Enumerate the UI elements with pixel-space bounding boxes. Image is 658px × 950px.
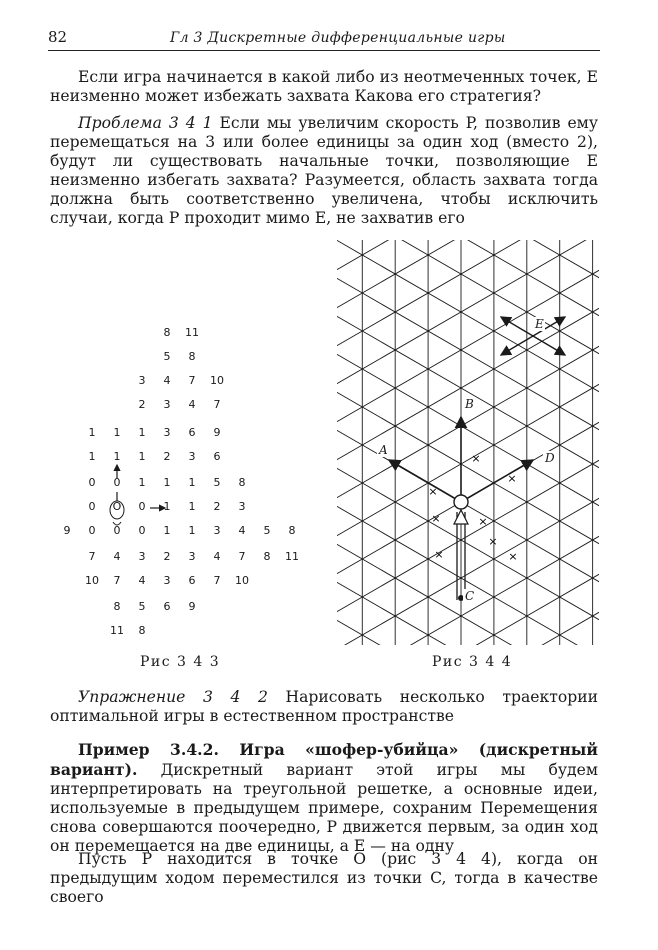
problem-label: Проблема 3 4 1: [78, 114, 213, 132]
grid-value: 2: [213, 500, 221, 513]
grid-value: 1: [138, 426, 146, 439]
grid-value: 0: [88, 500, 96, 513]
grid-value: 1: [138, 450, 146, 463]
grid-value: 6: [213, 450, 221, 463]
label-e: E: [535, 317, 544, 331]
page-header: [48, 28, 608, 50]
label-d: D: [545, 451, 555, 465]
grid-value: 3: [213, 524, 221, 537]
grid-value: 1: [113, 426, 121, 439]
point-o: [454, 495, 468, 509]
grid-value: 2: [138, 398, 146, 411]
grid-value: 6: [188, 426, 196, 439]
move-arrow: [533, 336, 565, 355]
grid-value: 1: [138, 476, 146, 489]
problem-text: Если мы увеличим скорость P, позволив ему перемещаться на 3 или более единицы за один ход (вместо 2), будут ли существовать начальные точки, позволяющие E неизменно избегать захвата? Разумеется, область захвата тогда должна быть соответственно увеличена, чтобы исключить случаи, когда P проходит мимо E, не захватив его: [50, 114, 598, 227]
cross-mark: ×: [431, 512, 441, 525]
move-arrow: [501, 317, 533, 336]
grid-value: 8: [263, 550, 271, 563]
grid-value: 5: [138, 600, 146, 613]
grid-value: 7: [188, 374, 196, 387]
grid-value: 6: [163, 600, 171, 613]
grid-value: 1: [188, 500, 196, 513]
grid-value: 3: [163, 574, 171, 587]
grid-value: 1: [163, 524, 171, 537]
grid-value: 1: [113, 450, 121, 463]
grid-value: 4: [138, 574, 146, 587]
grid-value: 6: [188, 574, 196, 587]
exercise-paragraph: [50, 688, 598, 726]
grid-value: 4: [188, 398, 196, 411]
grid-value: 1: [163, 476, 171, 489]
label-c: C: [465, 589, 475, 603]
grid-value: 2: [163, 450, 171, 463]
exercise-label: Упражнение 3 4 2: [78, 688, 268, 706]
move-arrow: [461, 460, 533, 502]
cross-mark: ×: [434, 548, 444, 561]
grid-value: 8: [163, 326, 171, 339]
page-number: 82: [48, 28, 68, 46]
figure-3-4-3: [58, 320, 314, 650]
grid-value: 0: [113, 476, 121, 489]
label-a: A: [379, 443, 388, 457]
grid-value: 5: [213, 476, 221, 489]
grid-value: 7: [238, 550, 246, 563]
caption-3-4-3: Рис 3 4 3: [140, 654, 221, 670]
grid-value: 10: [85, 574, 99, 587]
figure-3-4-4-marks: [377, 317, 565, 603]
example-paragraph: [50, 740, 598, 856]
grid-value: 3: [163, 398, 171, 411]
grid-value: 0: [138, 500, 146, 513]
header-rule: [48, 50, 600, 51]
grid-value: 3: [138, 550, 146, 563]
cross-mark: ×: [488, 535, 498, 548]
grid-value: 1: [88, 426, 96, 439]
grid-value: 0: [88, 524, 96, 537]
grid-value: 4: [163, 374, 171, 387]
exercise-text: Нарисовать несколько траектории оптимальной игры в естественном пространстве: [50, 688, 598, 725]
grid-value: 4: [213, 550, 221, 563]
grid-value: 2: [163, 550, 171, 563]
grid-value: 4: [113, 550, 121, 563]
last-paragraph: Пусть P находится в точке O (рис 3 4 4), когда он предыдущим ходом переместился из точки C, тогда в качестве своего: [50, 850, 598, 906]
grid-value: 11: [110, 624, 124, 637]
cross-mark: ×: [508, 550, 518, 563]
grid-value: 8: [113, 600, 121, 613]
grid-value: 0: [113, 524, 121, 537]
grid-value: 4: [238, 524, 246, 537]
problem-paragraph: [50, 114, 598, 228]
example-label: Пример 3.4.2. Игра «шофер-убийца» (дискретный вариант).: [50, 740, 598, 779]
grid-value: 9: [213, 426, 221, 439]
grid-value: 9: [63, 524, 71, 537]
grid-value: 7: [113, 574, 121, 587]
grid-value: 3: [188, 450, 196, 463]
grid-value: 10: [210, 374, 224, 387]
grid-value: 7: [88, 550, 96, 563]
grid-value: 5: [163, 350, 171, 363]
move-arrow: [389, 460, 461, 502]
grid-value: 10: [235, 574, 249, 587]
caption-3-4-4: Рис 3 4 4: [432, 654, 513, 670]
grid-value: O: [112, 500, 122, 513]
grid-value: 8: [188, 350, 196, 363]
cross-mark: ×: [471, 452, 481, 465]
triangular-lattice: [337, 240, 599, 645]
cross-mark: ×: [478, 515, 488, 528]
move-arrow: [501, 336, 533, 355]
approach-arrowhead: [454, 510, 468, 524]
example-text: Дискретный вариант этой игры мы будем интерпретировать на треугольной решетке, а основные идеи, используемые в предыдущем примере, сохраним Перемещения снова совершаются поочередно, P движется первым, за один ход он перемещается на две единицы, а E — на одну: [50, 761, 598, 855]
grid-value: 1: [188, 476, 196, 489]
grid-value: 8: [138, 624, 146, 637]
grid-value: 0: [138, 524, 146, 537]
figure-3-4-4: [337, 240, 599, 645]
paragraph-intro: Если игра начинается в какой либо из неотмеченных точек, E неизменно может избежать захвата Какова его стратегия?: [50, 68, 598, 105]
grid-value: 3: [138, 374, 146, 387]
grid-value: 0: [88, 476, 96, 489]
grid-value: 1: [163, 500, 171, 513]
grid-value: 8: [238, 476, 246, 489]
grid-value: 7: [213, 398, 221, 411]
grid-value: 8: [288, 524, 296, 537]
grid-value: 9: [188, 600, 196, 613]
grid-value: 1: [188, 524, 196, 537]
grid-value: 3: [238, 500, 246, 513]
grid-value: 3: [188, 550, 196, 563]
grid-value: 7: [213, 574, 221, 587]
cross-mark: ×: [507, 472, 517, 485]
running-head: Гл 3 Дискретные дифференциальные игры: [170, 30, 506, 46]
cross-mark: ×: [428, 485, 438, 498]
grid-value: 3: [163, 426, 171, 439]
label-b: B: [465, 397, 474, 411]
grid-value: 11: [185, 326, 199, 339]
grid-value: 5: [263, 524, 271, 537]
grid-value: 11: [285, 550, 299, 563]
grid-value: 1: [88, 450, 96, 463]
